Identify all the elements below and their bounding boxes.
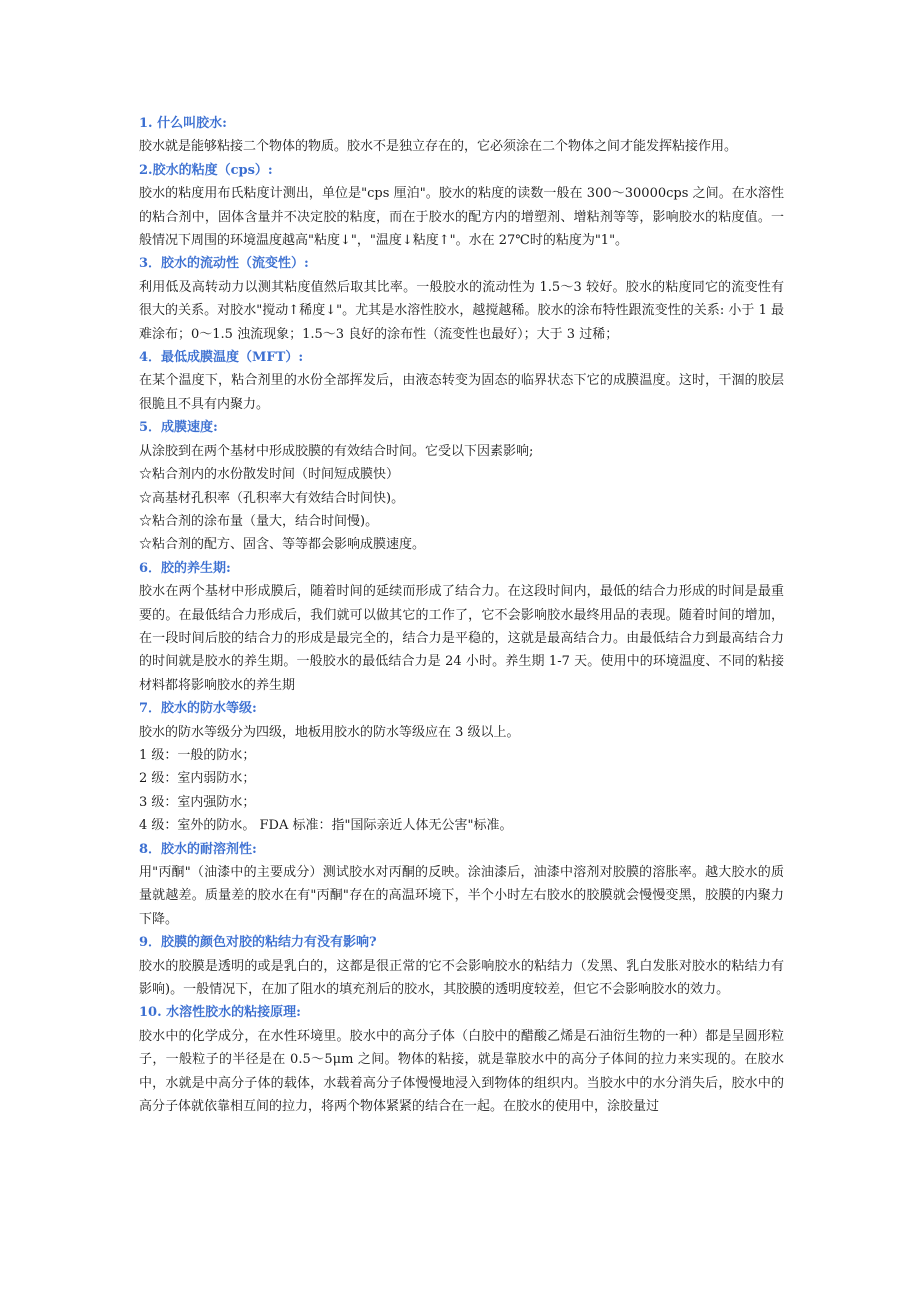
section-4 [139, 346, 784, 416]
list-item: ☆粘合剂的涂布量（量大，结合时间慢)。 [139, 513, 379, 529]
list-item: ☆高基材孔积率（孔积率大有效结合时间快)。 [139, 490, 405, 506]
section-heading: 10. 水溶性胶水的粘接原理: [139, 1005, 301, 1021]
list-item: 3 级：室内强防水； [139, 794, 256, 810]
section-heading: 9．胶膜的颜色对胶的粘结力有没有影响? [139, 935, 377, 951]
section-heading: 6．胶的养生期: [139, 560, 231, 576]
section-10 [139, 1001, 784, 1118]
section-paragraph: 胶水中的化学成分，在水性环境里。胶水中的高分子体（白胶中的醋酸乙烯是石油衍生物的一种）都是呈圆形粒子，一般粒子的半径是在 0.5～5μm 之间。物体的粘接，就是靠胶水中的高分子体间的拉力来实现的。在胶水中，水就是中高分子体的载体，水载着高分子体慢慢地浸入到物体的组织内。当胶水中的水分消失后，胶水中的高分子体就依靠相互间的拉力，将两个物体紧紧的结合在一起。在胶水的使用中，涂胶量过 [139, 1028, 784, 1115]
section-paragraph: 胶水的胶膜是透明的或是乳白的，这都是很正常的它不会影响胶水的粘结力（发黑、乳白发胀对胶水的粘结力有影响)。一般情况下，在加了阻水的填充剂后的胶水，其胶膜的透明度较差，但它不会影响胶水的效力。 [139, 958, 784, 998]
document-body [139, 112, 784, 1118]
section-1 [139, 112, 784, 159]
section-paragraph: 用"丙酮"（油漆中的主要成分）测试胶水对丙酮的反映。涂油漆后，油漆中溶剂对胶膜的溶胀率。越大胶水的质量就越差。质量差的胶水在有"丙酮"存在的高温环境下，半个小时左右胶水的胶膜就会慢慢变黑，胶膜的内聚力下降。 [139, 865, 784, 927]
list-item: 4 级：室外的防水。 FDA 标准：指"国际亲近人体无公害"标准。 [139, 818, 513, 834]
section-paragraph: 在某个温度下，粘合剂里的水份全部挥发后，由液态转变为固态的临界状态下它的成膜温度。这时，干涸的胶层很脆且不具有内聚力。 [139, 373, 784, 412]
section-9 [139, 931, 784, 1001]
section-heading: 4．最低成膜温度（MFT）: [139, 350, 304, 366]
list-item: 2 级：室内弱防水； [139, 771, 256, 787]
section-paragraph: 胶水的粘度用布氏粘度计测出，单位是"cps 厘泊"。胶水的粘度的读数一般在 300～30000cps 之间。在水溶性的粘合剂中，固体含量并不决定胶的粘度，而在于胶水的配方内的增塑剂、增粘剂等等，影响胶水的粘度值。一般情况下周围的环境温度越高"粘度↓"，"温度↓粘度↑"。水在 27℃时的粘度为"1"。 [139, 186, 784, 249]
section-8 [139, 838, 784, 932]
section-heading: 8．胶水的耐溶剂性: [139, 841, 257, 857]
section-heading: 2.胶水的粘度（cps）: [139, 162, 273, 178]
section-paragraph: 从涂胶到在两个基材中形成胶膜的有效结合时间。它受以下因素影响; [139, 443, 534, 459]
section-5 [139, 416, 784, 556]
section-paragraph: 胶水在两个基材中形成膜后，随着时间的延续而形成了结合力。在这段时间内，最低的结合力形成的时间是最重要的。在最低结合力形成后，我们就可以做其它的工作了，它不会影响胶水最终用品的表现。随着时间的增加，在一段时间后胶的结合力的形成是最完全的，结合力是平稳的，这就是最高结合力。由最低结合力到最高结合力的时间就是胶水的养生期。一般胶水的最低结合力是 24 小时。养生期 1-7 天。使用中的环境温度、不同的粘接材料都将影响胶水的养生期 [139, 584, 784, 693]
section-heading: 3．胶水的流动性（流变性）: [139, 256, 309, 272]
section-heading: 7．胶水的防水等级: [139, 701, 257, 717]
section-heading: 1. 什么叫胶水: [139, 116, 227, 131]
section-paragraph: 利用低及高转动力以测其粘度值然后取其比率。一般胶水的流动性为 1.5～3 较好。胶水的粘度同它的流变性有很大的关系。对胶水"搅动↑稀度↓"。尤其是水溶性胶水，越搅越稀。胶水的涂布特性跟流变性的关系: 小于 1 最难涂布；0～1.5 浊流现象；1.5～3 良好的涂布性（流变性也最好）；大于 3 过稀； [139, 279, 784, 342]
list-item: ☆粘合剂内的水份散发时间（时间短成膜快） [139, 467, 400, 483]
list-item: 1 级：一般的防水； [139, 747, 256, 763]
section-6 [139, 557, 784, 697]
section-paragraph: 胶水的防水等级分为四级，地板用胶水的防水等级应在 3 级以上。 [139, 724, 520, 740]
list-item: ☆粘合剂的配方、固含、等等都会影响成膜速度。 [139, 537, 426, 553]
section-7 [139, 697, 784, 837]
section-3 [139, 252, 784, 346]
section-2 [139, 159, 784, 253]
section-paragraph: 胶水就是能够粘接二个物体的物质。胶水不是独立存在的，它必须涂在二个物体之间才能发挥粘接作用。 [139, 139, 738, 155]
section-heading: 5．成膜速度: [139, 420, 218, 436]
